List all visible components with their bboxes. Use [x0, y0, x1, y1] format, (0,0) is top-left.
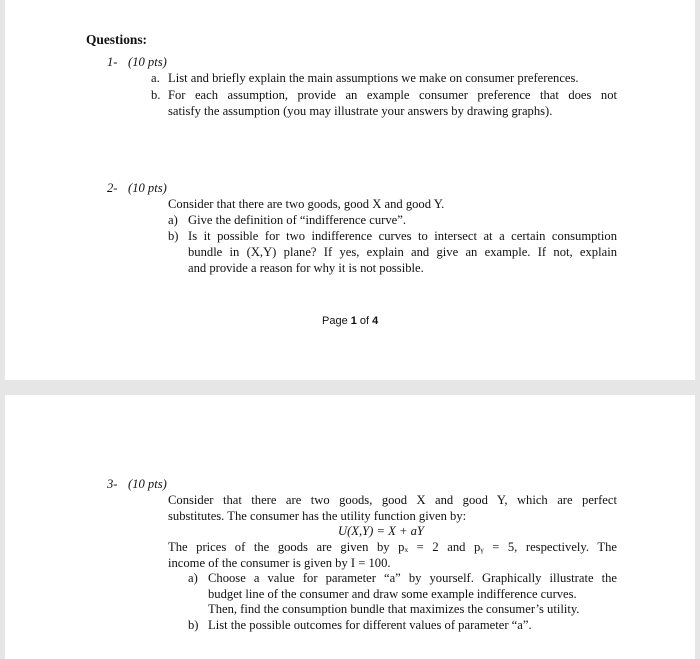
q1-b-line2: satisfy the assumption (you may illustrate your answers by drawing graphs). [168, 104, 553, 118]
q3-a-line1: Choose a value for parameter “a” by yourself. Graphically illustrate the [208, 571, 617, 585]
q3-intro-line2: substitutes. The consumer has the utility function given by: [168, 509, 467, 523]
q2-intro: Consider that there are two goods, good X and good Y. [168, 197, 445, 211]
q3-a-marker: a) [188, 571, 198, 585]
q3-a-line3: Then, find the consumption bundle that maximizes the consumer’s utility. [208, 602, 580, 616]
q3-a-line2: budget line of the consumer and draw some example indifference curves. [208, 587, 577, 601]
page-number: Page 1 of 4 [322, 315, 379, 327]
q3-b-text: List the possible outcomes for different values of parameter “a”. [208, 618, 532, 632]
q2-number: 2- [107, 181, 118, 195]
document-page-2 [5, 395, 695, 659]
q3-number: 3- [107, 477, 118, 491]
q2-points: (10 pts) [128, 181, 167, 195]
q1-b-line1: For each assumption, provide an example consumer preference that does not [168, 88, 617, 102]
q1-points: (10 pts) [128, 55, 167, 69]
q2-b-line3: and provide a reason for why it is not possible. [188, 261, 424, 275]
questions-heading: Questions: [86, 32, 148, 47]
q1-a-text: List and briefly explain the main assumptions we make on consumer preferences. [168, 71, 579, 85]
q1-b-marker: b. [151, 88, 161, 102]
q2-b-line2: bundle in (X,Y) plane? If yes, explain and give an example. If not, explain [188, 245, 617, 259]
q3-prices-line1: The prices of the goods are given by pₓ = 2 and pᵧ = 5, respectively. The [168, 540, 617, 554]
q3-b-marker: b) [188, 618, 199, 632]
document-page-1 [5, 0, 695, 380]
q2-a-marker: a) [168, 213, 178, 227]
q3-prices-line2: income of the consumer is given by I = 100. [168, 556, 391, 570]
q1-a-marker: a. [151, 71, 160, 85]
q3-intro-line1: Consider that there are two goods, good X and good Y, which are perfect [168, 493, 617, 507]
q2-b-marker: b) [168, 229, 179, 243]
q3-points: (10 pts) [128, 477, 167, 491]
q2-a-text: Give the definition of “indifference curve”. [188, 213, 406, 227]
q3-utility-function: U(X,Y) = X + aY [338, 524, 424, 538]
q2-b-line1: Is it possible for two indifference curves to intersect at a certain consumption [188, 229, 617, 243]
q1-number: 1- [107, 55, 118, 69]
